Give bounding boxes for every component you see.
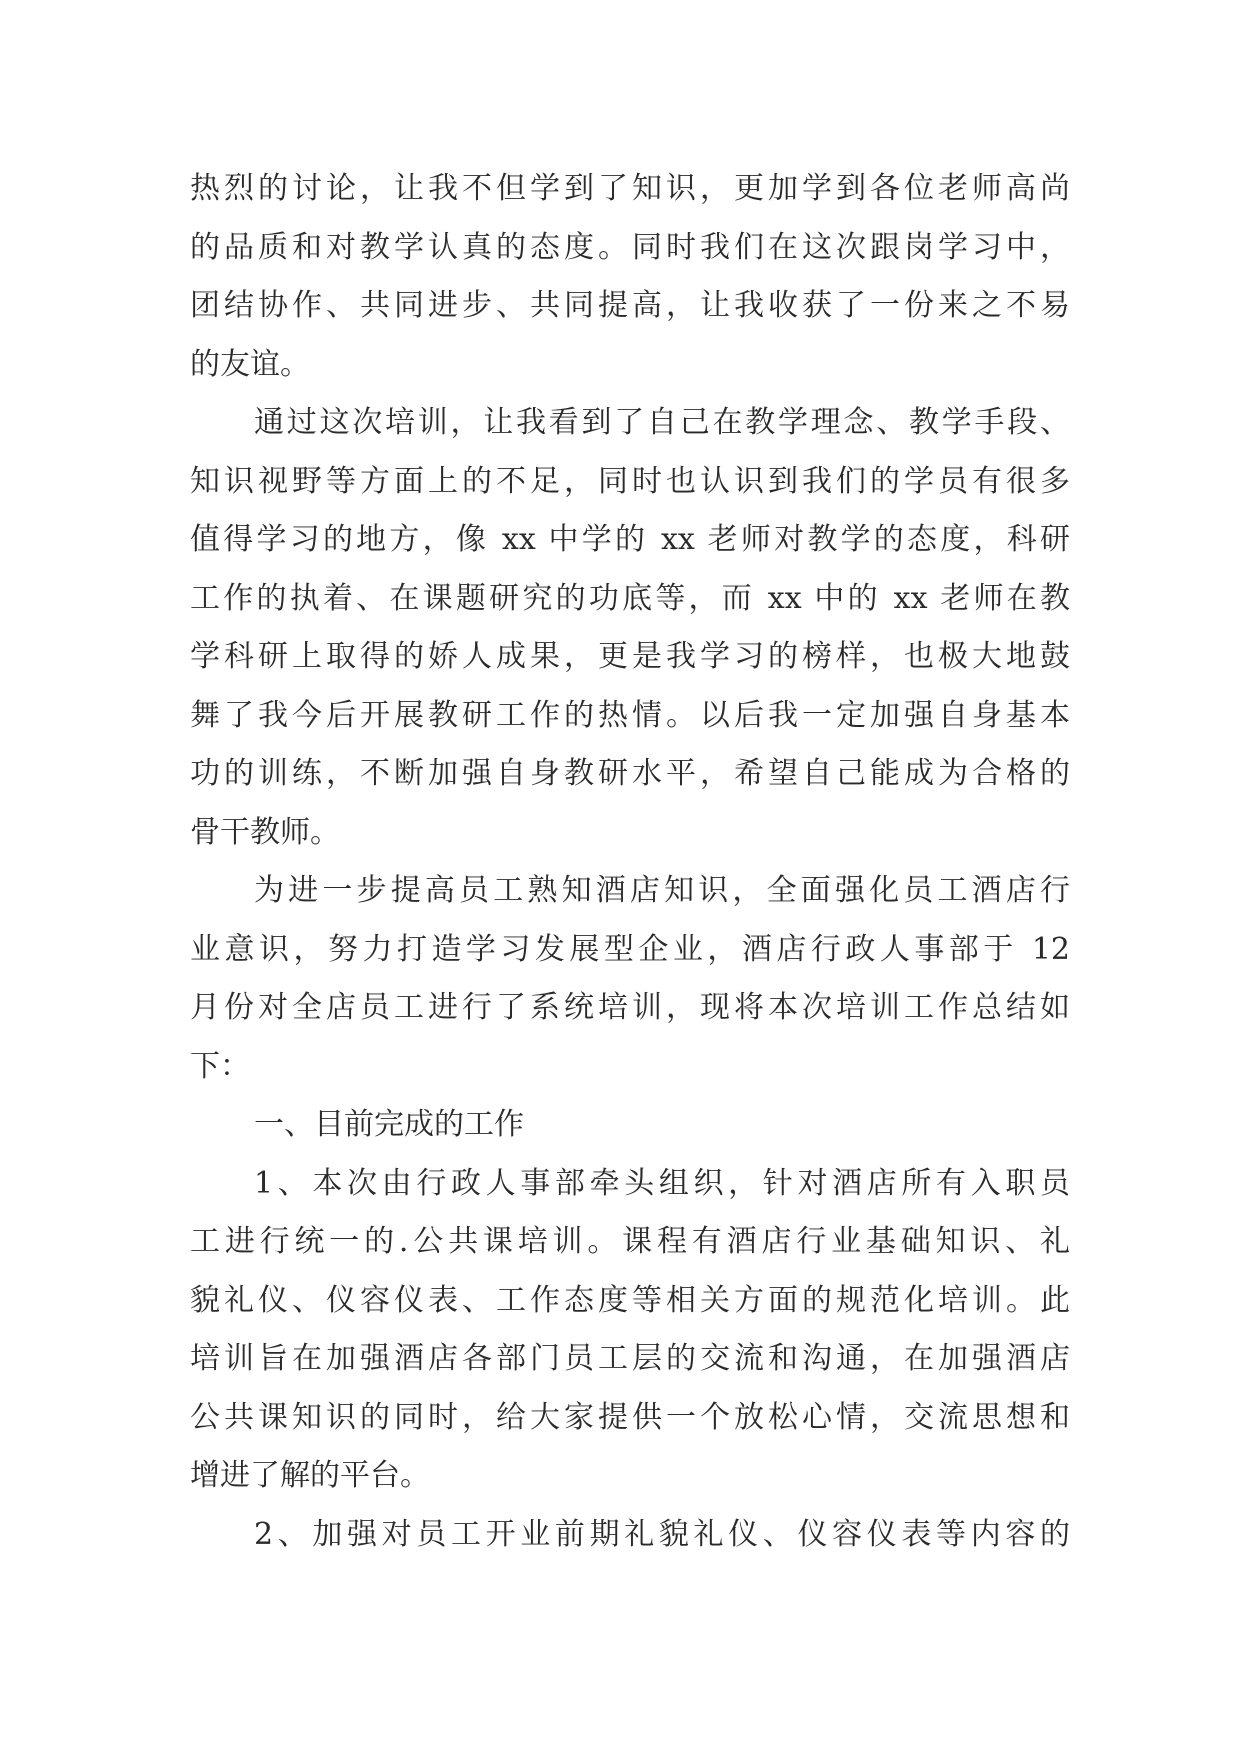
- text-line: 学科研上取得的娇人成果，更是我学习的榜样，也极大地鼓: [190, 639, 1070, 674]
- text-line: 一、目前完成的工作: [254, 1107, 524, 1142]
- text-line: 增进了解的平台。: [190, 1458, 430, 1493]
- paragraph: [190, 862, 1070, 1096]
- text-line: 值得学习的地方，像 xx 中学的 xx 老师对教学的态度，科研: [190, 522, 1070, 557]
- text-line: 的品质和对教学认真的态度。同时我们在这次跟岗学习中，: [190, 229, 1070, 265]
- text-line: 热烈的讨论，让我不但学到了知识，更加学到各位老师高尚: [190, 171, 1070, 206]
- text-line: 团结协作、共同进步、共同提高，让我收获了一份来之不易: [190, 288, 1070, 323]
- paragraph: [190, 160, 1070, 394]
- paragraph: [190, 394, 1070, 862]
- text-line: 公共课知识的同时，给大家提供一个放松心情，交流思想和: [190, 1399, 1070, 1435]
- section-heading: [190, 1096, 1070, 1155]
- text-line: 的友谊。: [190, 346, 310, 382]
- text-line: 1、本次由行政人事部牵头组织，针对酒店所有入职员: [254, 1165, 1070, 1201]
- text-line: 骨干教师。: [190, 814, 340, 850]
- text-line: 月份对全店员工进行了系统培训，现将本次培训工作总结如: [190, 990, 1070, 1025]
- text-line: 功的训练，不断加强自身教研水平，希望自己能成为合格的: [190, 756, 1070, 791]
- paragraph: [190, 1155, 1070, 1506]
- paragraph: [190, 1506, 1070, 1565]
- text-line: 貌礼仪、仪容仪表、工作态度等相关方面的规范化培训。此: [190, 1282, 1070, 1318]
- text-line: 通过这次培训，让我看到了自己在教学理念、教学手段、: [254, 405, 1070, 440]
- text-line: 舞了我今后开展教研工作的热情。以后我一定加强自身基本: [190, 697, 1070, 733]
- text-line: 知识视野等方面上的不足，同时也认识到我们的学员有很多: [190, 463, 1070, 499]
- document-body: [190, 160, 1070, 1564]
- text-line: 为进一步提高员工熟知酒店知识，全面强化员工酒店行: [254, 873, 1070, 908]
- text-line: 培训旨在加强酒店各部门员工层的交流和沟通，在加强酒店: [190, 1341, 1070, 1376]
- text-line: 2、加强对员工开业前期礼貌礼仪、仪容仪表等内容的: [254, 1516, 1070, 1552]
- text-line: 业意识，努力打造学习发展型企业，酒店行政人事部于 12: [190, 931, 1070, 967]
- text-line: 工进行统一的.公共课培训。课程有酒店行业基础知识、礼: [190, 1224, 1070, 1259]
- text-line: 下：: [190, 1048, 250, 1084]
- text-line: 工作的执着、在课题研究的功底等，而 xx 中的 xx 老师在教: [190, 580, 1070, 616]
